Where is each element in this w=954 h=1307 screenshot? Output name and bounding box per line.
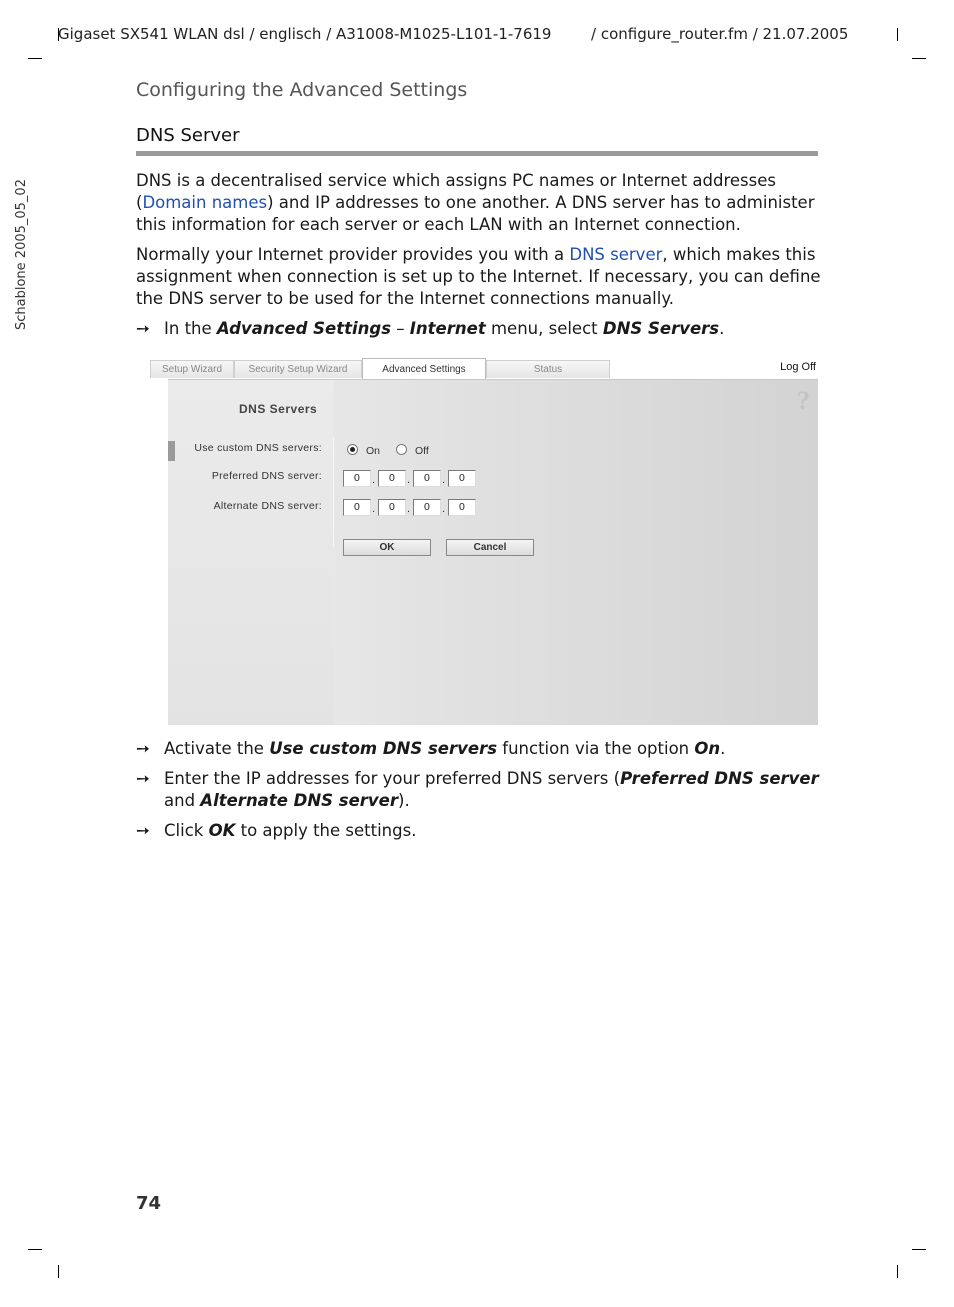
instruction-step xyxy=(136,820,821,842)
dns-server-link[interactable]: DNS server xyxy=(569,245,663,264)
cancel-button[interactable]: Cancel xyxy=(446,539,534,556)
settings-panel xyxy=(168,379,818,725)
use-custom-dns-label: Use custom DNS servers: xyxy=(194,442,322,454)
subsection-title: DNS Server xyxy=(136,125,240,146)
template-label: Schablone 2005_05_02 xyxy=(14,179,29,330)
preferred-ip-octet-3[interactable]: 0 xyxy=(413,470,441,487)
tab-advanced-settings[interactable]: Advanced Settings xyxy=(362,358,486,379)
tab-setup-wizard[interactable]: Setup Wizard xyxy=(150,360,234,378)
step-text: Click OK to apply the settings. xyxy=(164,821,417,840)
para-text: DNS is a decentralised service which assigns PC names or Internet addresses ( xyxy=(136,171,776,212)
arrow-icon: ➙ xyxy=(136,821,150,840)
crop-mark xyxy=(912,1249,926,1250)
crop-mark xyxy=(28,1249,42,1250)
help-icon[interactable]: ? xyxy=(797,386,810,415)
para-text: Normally your Internet provider provides you with a xyxy=(136,245,570,264)
step-text: Activate the Use custom DNS servers function via the option On. xyxy=(164,739,726,758)
instruction-step xyxy=(136,768,821,812)
ip-dot: . xyxy=(442,474,446,486)
preferred-ip-octet-1[interactable]: 0 xyxy=(343,470,371,487)
preferred-ip-octet-4[interactable]: 0 xyxy=(448,470,476,487)
alternate-ip-octet-2[interactable]: 0 xyxy=(378,499,406,516)
alternate-ip-octet-1[interactable]: 0 xyxy=(343,499,371,516)
step-text: Enter the IP addresses for your preferred DNS servers (Preferred DNS server and Alternate DNS server). xyxy=(164,769,819,810)
paragraph-dns-intro xyxy=(136,170,821,236)
crop-mark xyxy=(58,1265,59,1278)
ip-dot: . xyxy=(372,474,376,486)
ip-dot: . xyxy=(372,503,376,515)
ip-dot: . xyxy=(407,474,411,486)
row-marker xyxy=(168,441,175,461)
router-ui-screenshot xyxy=(161,358,818,724)
instruction-step xyxy=(136,738,821,760)
ok-button[interactable]: OK xyxy=(343,539,431,556)
paragraph-dns-provider xyxy=(136,244,821,310)
crop-mark xyxy=(28,58,42,59)
preferred-dns-label: Preferred DNS server: xyxy=(211,470,322,482)
section-title: Configuring the Advanced Settings xyxy=(136,79,468,101)
header-right: / configure_router.fm / 21.07.2005 xyxy=(591,25,849,43)
tab-security-setup-wizard[interactable]: Security Setup Wizard xyxy=(234,360,362,378)
ip-dot: . xyxy=(407,503,411,515)
panel-title: DNS Servers xyxy=(239,402,318,416)
document-header xyxy=(58,25,848,43)
tab-status[interactable]: Status xyxy=(486,360,610,378)
tab-bar xyxy=(161,358,818,379)
radio-on-label: On xyxy=(366,445,381,457)
radio-off[interactable] xyxy=(396,444,407,455)
header-left: Gigaset SX541 WLAN dsl / englisch / A31008-M1025-L101-1-7619 xyxy=(58,25,552,43)
arrow-icon: ➙ xyxy=(136,739,150,758)
title-rule xyxy=(136,151,818,156)
ip-dot: . xyxy=(442,503,446,515)
crop-mark xyxy=(912,58,926,59)
instruction-step xyxy=(136,318,821,340)
crop-mark xyxy=(897,28,898,41)
label-column xyxy=(168,380,333,725)
alternate-ip-octet-4[interactable]: 0 xyxy=(448,499,476,516)
crop-mark xyxy=(897,1265,898,1278)
column-divider xyxy=(333,437,334,547)
preferred-ip-octet-2[interactable]: 0 xyxy=(378,470,406,487)
logoff-link[interactable]: Log Off xyxy=(780,361,816,373)
domain-names-link[interactable]: Domain names xyxy=(142,193,268,212)
para-text: ) and IP addresses to one another. A DNS server has to administer this information for each server or each LAN with an Internet connection. xyxy=(136,193,815,234)
radio-off-label: Off xyxy=(415,445,429,457)
radio-on[interactable] xyxy=(347,444,358,455)
para-text: , which makes this assignment when connection is set up to the Internet. If necessary, you can define the DNS server to be used for the Internet connections manually. xyxy=(136,245,821,308)
alternate-ip-octet-3[interactable]: 0 xyxy=(413,499,441,516)
arrow-icon: ➙ xyxy=(136,769,150,788)
step-text: In the Advanced Settings – Internet menu, select DNS Servers. xyxy=(164,319,725,338)
arrow-icon: ➙ xyxy=(136,319,150,338)
alternate-dns-label: Alternate DNS server: xyxy=(213,500,322,512)
page-number: 74 xyxy=(136,1193,162,1214)
